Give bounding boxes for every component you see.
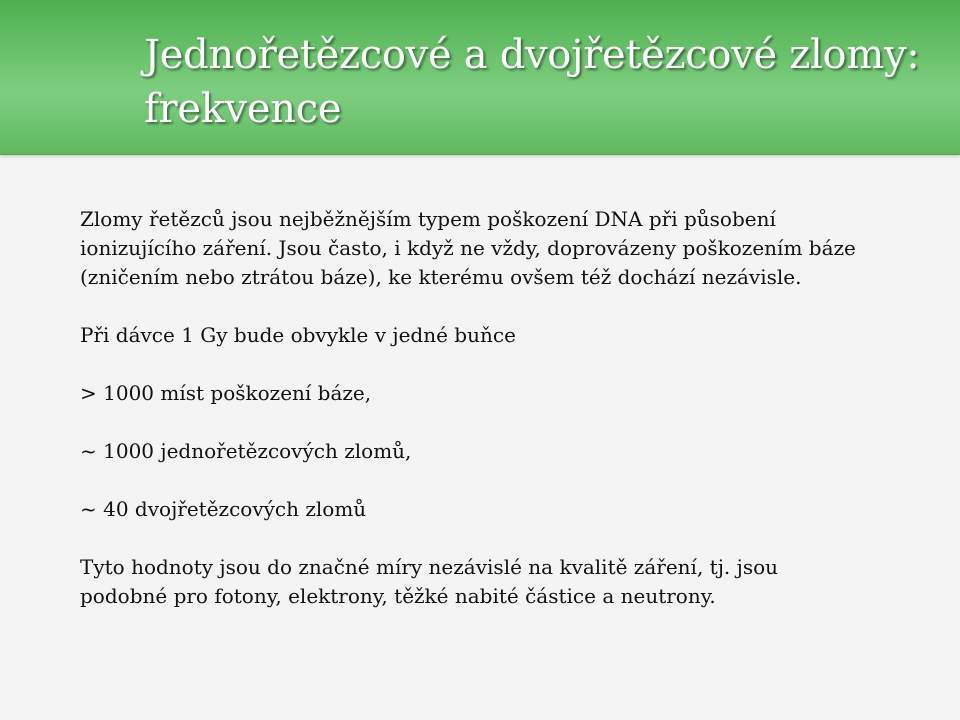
paragraph-dose: Při dávce 1 Gy bude obvykle v jedné buňce [80,323,516,347]
item-base-damage: > 1000 míst poškození báze, [80,381,372,405]
slide-title: Jednořetězcové a dvojřetězcové zlomy: frekvence [144,32,920,132]
item-single-strand-breaks: ~ 1000 jednořetězcových zlomů, [80,439,412,463]
paragraph-conclusion: Tyto hodnoty jsou do značné míry nezávislé na kvalitě záření, tj. jsou podobné pro fotony, elektrony, těžké nabité částice a neutrony. [80,555,778,608]
paragraph-intro: Zlomy řetězců jsou nejběžnějším typem poškození DNA při působení ionizujícího záření. Jsou často, i když ne vždy, doprovázeny poškozením báze (zničením nebo ztrátou báze), ke kterému ovšem též dochází nezávisle. [80,207,856,289]
title-bar [0,0,960,155]
slide-body [80,205,870,611]
item-double-strand-breaks: ~ 40 dvojřetězcových zlomů [80,497,367,521]
